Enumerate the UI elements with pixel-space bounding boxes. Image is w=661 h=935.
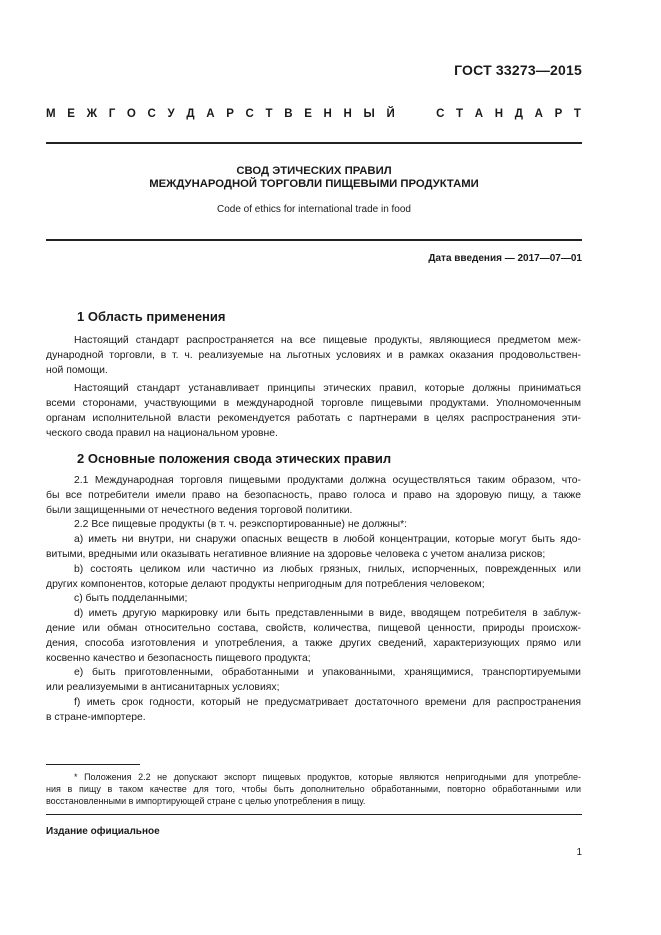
- footnote-line: * Положения 2.2 не допускают экспорт пищевых продуктов, которые являются непригодными для употребле-: [74, 772, 581, 782]
- heading-letter: А: [474, 108, 484, 120]
- text-line: f) иметь срок годности, который не предусматривает достаточного времени для распространения: [74, 696, 581, 708]
- heading-letter: Д: [514, 108, 523, 120]
- heading-letter: А: [534, 108, 543, 120]
- heading-letter: Т: [573, 108, 581, 120]
- heading-letter: В: [284, 108, 293, 120]
- standard-number: ГОСТ 33273—2015: [454, 62, 582, 78]
- heading-letter: Й: [386, 108, 395, 120]
- footer-divider: [46, 814, 582, 815]
- heading-letter: Н: [343, 108, 352, 120]
- heading-letter: Ж: [86, 108, 98, 120]
- text-line: 2.1 Международная торговля пищевыми продуктами должна осуществляться таким образом, что-: [74, 475, 581, 486]
- introduction-date: Дата введения — 2017—07—01: [428, 253, 582, 264]
- heading-letter: С: [147, 108, 156, 120]
- footnote-line: восстановленными в импортирующей стране с целью употребления в пищу.: [46, 796, 366, 807]
- text-line: были защищенными от нечестного ведения торговой политики.: [46, 504, 353, 516]
- heading-letter: А: [206, 108, 215, 120]
- text-line: дения, способа изготовления и употребления, а также других сведений, характеризующих прямо или: [46, 637, 581, 649]
- text-line: 2.2 Все пищевые продукты (в т. ч. реэкспортированные) не должны*:: [74, 519, 408, 531]
- standard-type-heading: [46, 108, 581, 120]
- text-line: ческого свода правил на национальном уровне.: [46, 427, 278, 439]
- text-line: дение или обман относительно состава, свойств, количества, пищевой ценности, природы происхож-: [46, 622, 581, 634]
- heading-letter: Д: [186, 108, 195, 120]
- text-line: d) иметь другую маркировку или быть представленными в виде, вводящем потребителя в заблуж-: [74, 608, 581, 620]
- text-line: всеми сторонами, участвующими в международной торговле пищевыми продуктами. Уполномоченным: [46, 398, 581, 410]
- text-line: других компонентов, которые делают продукты непригодным для потребления человеком;: [46, 578, 485, 590]
- heading-letter: Е: [67, 108, 75, 120]
- section-2-heading: 2 Основные положения свода этических правил: [77, 451, 392, 466]
- text-line: b) состоять целиком или частично из любых грязных, гнилых, испорченных, поврежденных или: [74, 563, 581, 575]
- text-line: витыми, вредными или оказывать негативное влияние на здоровье человека с учетом анализа рисков;: [46, 548, 546, 560]
- text-line: косвенно качество и безопасность пищевого продукта;: [46, 652, 311, 664]
- document-title-line2: МЕЖДУНАРОДНОЙ ТОРГОВЛИ ПИЩЕВЫМИ ПРОДУКТАМИ: [149, 178, 479, 190]
- heading-letter: Р: [554, 108, 563, 120]
- title-divider: [46, 239, 582, 241]
- section-1-heading: 1 Область применения: [77, 309, 226, 324]
- text-line: Настоящий стандарт устанавливает принципы этических правил, которые должны приниматься: [74, 383, 581, 395]
- heading-letter: Р: [226, 108, 234, 120]
- document-title-english: Code of ethics for international trade in food: [216, 204, 411, 215]
- footnote-divider: [46, 764, 140, 765]
- heading-letter: Е: [304, 108, 312, 120]
- text-line: ной помощи.: [46, 364, 108, 376]
- text-line: Настоящий стандарт распространяется на все пищевые продукты, являющиеся предметом меж-: [74, 335, 581, 346]
- text-line: дународной торговли, в т. ч. реализуемые на льготных условиях и в рамках оказания продовольствен-: [46, 349, 581, 361]
- text-line: с) быть подделанными;: [74, 593, 188, 605]
- heading-letter: Г: [108, 108, 116, 120]
- page-number: 1: [576, 847, 582, 858]
- footnote-line: ния в пищу в таком качестве для того, чтобы быть дополнительно обработанными, повторно обработанными или: [46, 784, 581, 795]
- heading-letter: У: [167, 108, 175, 120]
- text-line: бы все потребители имели право на безопасность, право голоса и право на здоровую пищу, а также: [46, 489, 581, 501]
- official-edition-label: Издание официальное: [46, 826, 160, 837]
- heading-space: [406, 108, 424, 120]
- section-2-body: [46, 474, 581, 726]
- text-line: или реализуемыми в антисанитарных условиях;: [46, 682, 280, 694]
- top-divider: [46, 142, 582, 144]
- document-title-line1: СВОД ЭТИЧЕСКИХ ПРАВИЛ: [236, 165, 392, 177]
- heading-letter: Н: [323, 108, 332, 120]
- heading-letter: О: [126, 108, 136, 120]
- text-line: е) быть приготовленными, обработанными и упакованными, хранящимися, транспортируемыми: [74, 667, 581, 679]
- heading-letter: С: [245, 108, 254, 120]
- footnote: [46, 771, 581, 808]
- text-line: а) иметь ни внутри, ни снаружи опасных веществ в любой концентрации, которые могут быть ядо-: [74, 534, 581, 546]
- heading-letter: С: [436, 108, 445, 120]
- heading-letter: Ы: [363, 108, 375, 120]
- heading-letter: Т: [456, 108, 464, 120]
- section-1-body: [46, 334, 581, 442]
- text-line: в стране-импортере.: [46, 711, 146, 723]
- heading-letter: Н: [494, 108, 504, 120]
- heading-letter: Т: [265, 108, 273, 120]
- heading-letter: М: [46, 108, 56, 120]
- text-line: органам исполнительной власти рекомендуется работать с партнерами в целях распространения эти-: [46, 412, 581, 424]
